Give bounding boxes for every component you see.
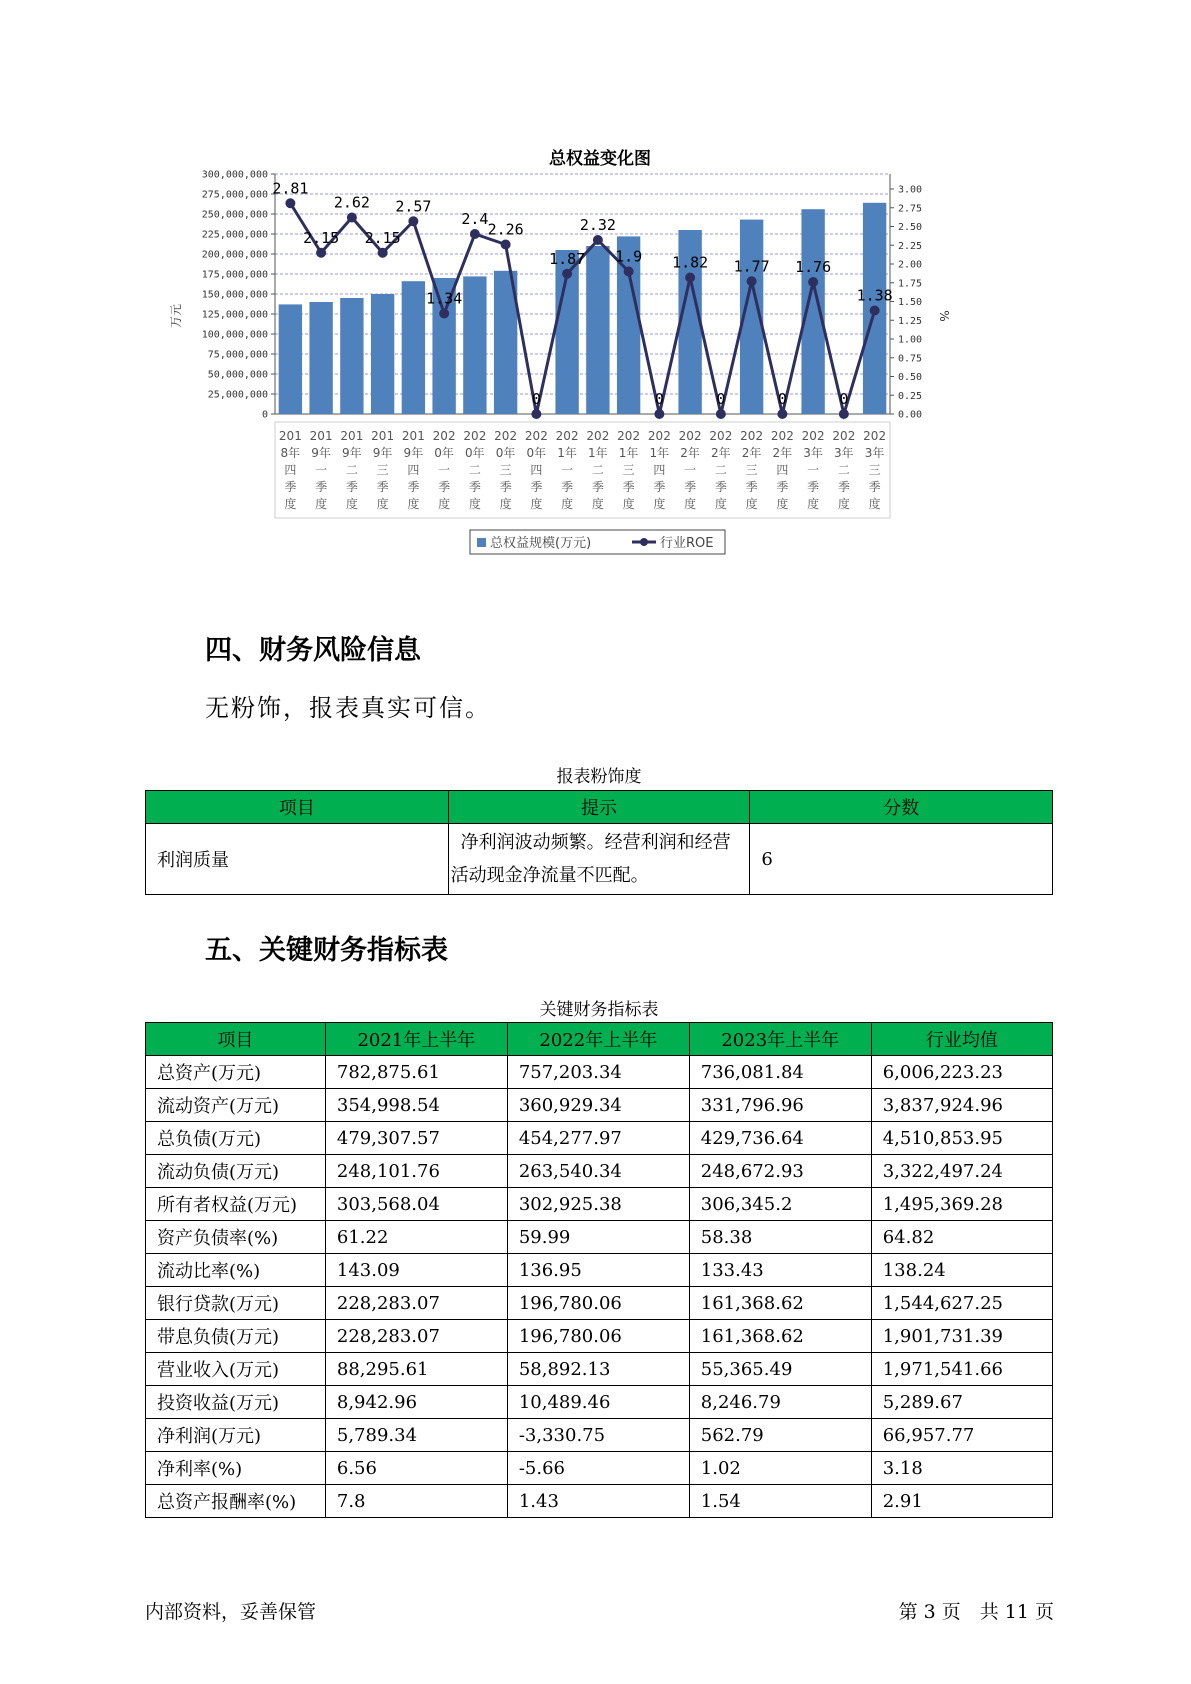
x-tick-label: 二	[591, 463, 604, 477]
roe-data-label: 2.4	[461, 210, 489, 228]
roe-point	[562, 269, 572, 279]
roe-data-label: 2.62	[333, 193, 370, 212]
section4-text: 无粉饰，报表真实可信。	[205, 694, 491, 722]
x-tick-label: 一	[438, 463, 451, 477]
x-tick-label: 9年	[372, 446, 393, 460]
x-tick-label: 202	[586, 429, 610, 443]
equity-bar	[463, 276, 486, 414]
right-tick-label: 2.00	[898, 259, 923, 271]
x-tick-label: 1年	[588, 446, 608, 460]
value-2021: 8,942.96	[325, 1386, 507, 1419]
left-tick-label: 0	[261, 409, 268, 421]
right-tick-label: 3.00	[898, 184, 923, 196]
x-tick-label: 二	[714, 463, 727, 477]
roe-point	[624, 267, 634, 277]
risk-table-caption: 报表粉饰度	[556, 767, 642, 787]
x-tick-label: 度	[561, 497, 574, 511]
value-2022: 360,929.34	[507, 1089, 689, 1122]
x-tick-label: 度	[530, 497, 543, 511]
indicator-table-caption: 关键财务指标表	[539, 1000, 659, 1020]
x-tick-label: 202	[678, 429, 702, 443]
roe-data-label: 0	[839, 390, 849, 408]
value-2022: 59.99	[507, 1221, 689, 1254]
value-2023: 331,796.96	[689, 1089, 871, 1122]
legend-label-roe: 行业ROE	[660, 536, 714, 551]
value-2023: 429,736.64	[689, 1122, 871, 1155]
x-tick-label: 度	[684, 497, 697, 511]
value-2022: 136.95	[507, 1254, 689, 1287]
x-tick-label: 度	[837, 497, 850, 511]
x-tick-label: 一	[561, 463, 574, 477]
x-tick-label: 季	[561, 480, 574, 494]
table-row	[146, 1353, 1053, 1386]
roe-data-label: 2.32	[579, 216, 616, 234]
value-industry-avg: 3.18	[871, 1452, 1052, 1485]
right-tick-label: 2.75	[898, 203, 923, 215]
x-tick-label: 度	[622, 497, 635, 511]
roe-data-label: 2.57	[395, 197, 432, 216]
left-tick-label: 200,000,000	[201, 249, 268, 261]
roe-point	[593, 235, 603, 245]
row-label: 带息负债(万元)	[146, 1320, 326, 1353]
value-2021: 7.8	[325, 1485, 507, 1518]
value-2021: 248,101.76	[325, 1155, 507, 1188]
row-label: 资产负债率(%)	[146, 1221, 326, 1254]
value-2021: 354,998.54	[325, 1089, 507, 1122]
x-tick-label: 四	[407, 463, 420, 477]
header-industry-avg: 行业均值	[871, 1023, 1052, 1056]
row-label: 总负债(万元)	[146, 1122, 326, 1155]
section5-heading: 五、关键财务指标表	[205, 935, 448, 966]
x-tick-label: 三	[868, 463, 881, 477]
roe-point	[439, 309, 449, 319]
value-industry-avg: 138.24	[871, 1254, 1052, 1287]
header-score: 分数	[750, 791, 1053, 824]
x-tick-label: 202	[740, 429, 764, 443]
value-2023: 58.38	[689, 1221, 871, 1254]
x-tick-label: 202	[647, 429, 671, 443]
value-2023: 248,672.93	[689, 1155, 871, 1188]
x-tick-label: 度	[807, 497, 820, 511]
value-industry-avg: 6,006,223.23	[871, 1056, 1052, 1089]
x-tick-label: 度	[468, 497, 481, 511]
x-tick-label: 一	[684, 463, 697, 477]
roe-point	[285, 198, 295, 208]
value-industry-avg: 64.82	[871, 1221, 1052, 1254]
right-tick-label: 0.50	[898, 372, 923, 383]
roe-point	[347, 213, 357, 223]
value-industry-avg: 1,901,731.39	[871, 1320, 1052, 1353]
value-industry-avg: 3,322,497.24	[871, 1155, 1052, 1188]
x-tick-label: 1年	[618, 446, 639, 460]
header-hint: 提示	[448, 791, 750, 824]
risk-table-header	[146, 791, 1053, 824]
left-tick-label: 25,000,000	[207, 389, 268, 401]
right-tick-label: 0.75	[898, 353, 923, 365]
left-tick-label: 125,000,000	[201, 309, 268, 321]
x-tick-label: 二	[468, 463, 481, 477]
x-tick-label: 季	[745, 480, 758, 494]
indicator-table	[145, 1022, 1053, 1518]
equity-bar	[279, 304, 302, 414]
roe-point	[870, 306, 880, 316]
x-tick-label: 9年	[403, 446, 424, 460]
x-tick-label: 度	[345, 497, 358, 511]
risk-item: 利润质量	[146, 824, 449, 895]
value-2021: 228,283.07	[325, 1287, 507, 1320]
right-tick-label: 2.25	[898, 240, 923, 252]
value-2022: 196,780.06	[507, 1320, 689, 1353]
x-tick-label: 201	[309, 429, 333, 443]
roe-data-label: 1.77	[733, 257, 770, 276]
x-tick-label: 9年	[342, 446, 362, 460]
table-row	[146, 1287, 1053, 1320]
roe-data-label: 1.87	[549, 249, 586, 268]
value-2021: 479,307.57	[325, 1122, 507, 1155]
x-tick-label: 三	[745, 463, 758, 477]
chart-title: 总权益变化图	[549, 149, 651, 169]
roe-point	[654, 409, 664, 419]
value-2022: 454,277.97	[507, 1122, 689, 1155]
x-tick-label: 3年	[834, 446, 854, 460]
row-label: 银行贷款(万元)	[146, 1287, 326, 1320]
left-tick-label: 50,000,000	[207, 369, 268, 381]
x-tick-label: 202	[617, 429, 641, 443]
category-box	[275, 422, 890, 518]
x-tick-label: 季	[499, 480, 512, 494]
x-tick-label: 四	[530, 463, 543, 477]
legend-marker-roe	[640, 538, 648, 546]
x-tick-label: 201	[278, 429, 302, 443]
risk-hint: 净利润波动频繁。经营利润和经营活动现金净流量不匹配。	[448, 824, 750, 895]
equity-bar	[586, 246, 609, 414]
x-tick-label: 0年	[495, 446, 516, 460]
equity-bar	[371, 294, 394, 414]
roe-data-label: 1.9	[615, 247, 643, 266]
value-2022: -5.66	[507, 1452, 689, 1485]
roe-data-label: 0	[777, 390, 787, 408]
x-tick-label: 季	[438, 480, 451, 494]
x-tick-label: 季	[591, 480, 604, 494]
x-tick-label: 三	[622, 463, 635, 477]
right-tick-label: 1.75	[898, 278, 923, 290]
roe-data-label: 1.38	[856, 286, 893, 305]
table-row	[146, 1122, 1053, 1155]
table-row	[146, 1452, 1053, 1485]
x-tick-label: 202	[432, 429, 456, 443]
x-tick-label: 2年	[741, 446, 762, 460]
value-industry-avg: 66,957.77	[871, 1419, 1052, 1452]
x-tick-label: 202	[801, 429, 825, 443]
value-2022: 10,489.46	[507, 1386, 689, 1419]
x-tick-label: 季	[776, 480, 789, 494]
roe-data-label: 2.15	[364, 228, 401, 247]
left-tick-label: 100,000,000	[201, 329, 268, 341]
x-tick-label: 季	[714, 480, 727, 494]
x-tick-label: 度	[499, 497, 512, 511]
x-tick-label: 0年	[526, 446, 547, 460]
right-tick-label: 0.00	[898, 409, 923, 421]
row-label: 净利率(%)	[146, 1452, 326, 1485]
left-tick-label: 275,000,000	[201, 189, 268, 201]
roe-point	[747, 276, 757, 286]
x-tick-label: 2年	[772, 446, 793, 460]
row-label: 流动资产(万元)	[146, 1089, 326, 1122]
right-tick-label: 1.00	[898, 334, 923, 346]
x-tick-label: 202	[832, 429, 856, 443]
roe-point	[531, 409, 541, 419]
right-tick-label: 0.25	[898, 390, 923, 402]
left-tick-label: 300,000,000	[201, 169, 268, 181]
x-tick-label: 2年	[680, 446, 700, 460]
x-tick-label: 季	[684, 480, 697, 494]
value-2022: -3,330.75	[507, 1419, 689, 1452]
legend-swatch-equity	[477, 538, 486, 547]
header-2021: 2021年上半年	[325, 1023, 507, 1056]
left-tick-label: 150,000,000	[201, 289, 268, 301]
roe-point	[777, 409, 787, 419]
roe-point	[685, 273, 695, 283]
x-tick-label: 季	[530, 480, 543, 494]
value-2023: 55,365.49	[689, 1353, 871, 1386]
table-row	[146, 1485, 1053, 1518]
x-tick-label: 度	[315, 497, 328, 511]
right-tick-label: 1.25	[898, 315, 923, 327]
row-label: 营业收入(万元)	[146, 1353, 326, 1386]
value-2022: 302,925.38	[507, 1188, 689, 1221]
x-tick-label: 度	[714, 497, 727, 511]
x-tick-label: 四	[653, 463, 666, 477]
x-tick-label: 度	[776, 497, 789, 511]
x-tick-label: 一	[315, 463, 328, 477]
value-2023: 161,368.62	[689, 1320, 871, 1353]
left-axis-label: 万元	[170, 303, 183, 329]
value-2023: 562.79	[689, 1419, 871, 1452]
table-row	[146, 1320, 1053, 1353]
x-tick-label: 3年	[864, 446, 885, 460]
roe-point	[501, 240, 511, 250]
x-tick-label: 度	[745, 497, 758, 511]
indicator-table-header	[146, 1023, 1053, 1056]
roe-data-label: 0	[654, 390, 664, 408]
row-label: 流动负债(万元)	[146, 1155, 326, 1188]
value-2021: 782,875.61	[325, 1056, 507, 1089]
value-2021: 5,789.34	[325, 1419, 507, 1452]
left-tick-label: 250,000,000	[201, 209, 268, 221]
x-tick-label: 2年	[711, 446, 731, 460]
value-2021: 228,283.07	[325, 1320, 507, 1353]
table-row	[146, 1419, 1053, 1452]
x-tick-label: 202	[494, 429, 518, 443]
right-axis-label: %	[937, 310, 951, 322]
x-tick-label: 度	[868, 497, 881, 511]
roe-data-label: 1.76	[795, 258, 832, 276]
x-tick-label: 1年	[649, 446, 670, 460]
value-industry-avg: 2.91	[871, 1485, 1052, 1518]
roe-data-label: 0	[531, 390, 541, 408]
equity-chart	[170, 138, 1030, 598]
value-2022: 58,892.13	[507, 1353, 689, 1386]
value-2022: 1.43	[507, 1485, 689, 1518]
x-tick-label: 0年	[465, 446, 485, 460]
x-tick-label: 度	[376, 497, 389, 511]
x-tick-label: 202	[555, 429, 579, 443]
x-tick-label: 9年	[311, 446, 331, 460]
x-tick-label: 季	[837, 480, 850, 494]
x-tick-label: 度	[407, 497, 420, 511]
value-2023: 736,081.84	[689, 1056, 871, 1089]
x-tick-label: 二	[837, 463, 850, 477]
header-2023: 2023年上半年	[689, 1023, 871, 1056]
value-industry-avg: 1,495,369.28	[871, 1188, 1052, 1221]
value-industry-avg: 1,971,541.66	[871, 1353, 1052, 1386]
right-tick-label: 2.50	[898, 222, 923, 233]
x-tick-label: 202	[863, 429, 887, 443]
x-tick-label: 四	[284, 463, 297, 477]
row-label: 流动比率(%)	[146, 1254, 326, 1287]
value-2023: 8,246.79	[689, 1386, 871, 1419]
value-2023: 1.54	[689, 1485, 871, 1518]
equity-bar	[309, 302, 332, 414]
roe-point	[808, 277, 818, 287]
table-row	[146, 1155, 1053, 1188]
equity-bar	[402, 281, 425, 414]
x-tick-label: 一	[807, 463, 820, 477]
x-tick-label: 季	[315, 480, 328, 494]
roe-point	[378, 248, 388, 258]
roe-point	[470, 229, 480, 239]
left-tick-label: 75,000,000	[207, 349, 268, 361]
x-tick-label: 季	[376, 480, 389, 494]
x-tick-label: 0年	[434, 446, 454, 460]
value-2021: 88,295.61	[325, 1353, 507, 1386]
table-row	[146, 824, 1053, 895]
roe-data-label: 1.82	[672, 253, 709, 272]
table-row	[146, 1386, 1053, 1419]
table-row	[146, 1188, 1053, 1221]
x-tick-label: 度	[438, 497, 451, 511]
value-2022: 196,780.06	[507, 1287, 689, 1320]
roe-data-label: 2.26	[487, 220, 524, 239]
value-2023: 306,345.2	[689, 1188, 871, 1221]
x-tick-label: 201	[340, 429, 364, 443]
row-label: 净利润(万元)	[146, 1419, 326, 1452]
right-tick-label: 1.50	[898, 297, 923, 308]
x-tick-label: 8年	[280, 446, 301, 460]
value-2021: 303,568.04	[325, 1188, 507, 1221]
roe-data-label: 2.81	[272, 179, 309, 198]
value-industry-avg: 3,837,924.96	[871, 1089, 1052, 1122]
value-industry-avg: 1,544,627.25	[871, 1287, 1052, 1320]
x-tick-label: 二	[345, 463, 358, 477]
value-2022: 757,203.34	[507, 1056, 689, 1089]
row-label: 投资收益(万元)	[146, 1386, 326, 1419]
x-tick-label: 202	[463, 429, 487, 443]
value-2021: 143.09	[325, 1254, 507, 1287]
x-tick-label: 季	[622, 480, 635, 494]
chart-svg	[170, 138, 1030, 598]
roe-point	[316, 248, 326, 258]
x-tick-label: 度	[284, 497, 297, 511]
x-tick-label: 度	[653, 497, 666, 511]
footer-confidential: 内部资料，妥善保管	[145, 1601, 317, 1623]
value-2022: 263,540.34	[507, 1155, 689, 1188]
x-tick-label: 季	[653, 480, 666, 494]
value-2023: 1.02	[689, 1452, 871, 1485]
value-2021: 6.56	[325, 1452, 507, 1485]
value-industry-avg: 5,289.67	[871, 1386, 1052, 1419]
value-2023: 133.43	[689, 1254, 871, 1287]
left-tick-label: 225,000,000	[201, 229, 268, 241]
x-tick-label: 三	[376, 463, 389, 477]
roe-data-label: 2.15	[303, 228, 340, 247]
header-item: 项目	[146, 791, 449, 824]
table-row	[146, 1089, 1053, 1122]
x-tick-label: 季	[468, 480, 481, 494]
row-label: 所有者权益(万元)	[146, 1188, 326, 1221]
header-2022: 2022年上半年	[507, 1023, 689, 1056]
x-tick-label: 季	[284, 480, 297, 494]
table-row	[146, 1221, 1053, 1254]
risk-score: 6	[750, 824, 1053, 895]
row-label: 总资产(万元)	[146, 1056, 326, 1089]
roe-data-label: 0	[716, 390, 726, 408]
x-tick-label: 季	[807, 480, 820, 494]
x-tick-label: 季	[345, 480, 358, 494]
value-2023: 161,368.62	[689, 1287, 871, 1320]
left-tick-label: 175,000,000	[201, 269, 268, 281]
x-tick-label: 201	[371, 429, 395, 443]
table-row	[146, 1056, 1053, 1089]
x-tick-label: 季	[868, 480, 881, 494]
x-tick-label: 1年	[557, 446, 577, 460]
x-tick-label: 3年	[803, 446, 823, 460]
equity-bar	[340, 298, 363, 414]
x-tick-label: 度	[591, 497, 604, 511]
x-tick-label: 四	[776, 463, 789, 477]
legend-label-equity: 总权益规模(万元)	[490, 536, 592, 551]
x-tick-label: 202	[770, 429, 794, 443]
value-industry-avg: 4,510,853.95	[871, 1122, 1052, 1155]
header-item: 项目	[146, 1023, 326, 1056]
roe-point	[839, 409, 849, 419]
footer-page-number: 第 3 页 共 11 页	[898, 1601, 1054, 1623]
x-tick-label: 季	[407, 480, 420, 494]
x-tick-label: 202	[709, 429, 733, 443]
section4-heading: 四、财务风险信息	[205, 635, 421, 666]
table-row	[146, 1254, 1053, 1287]
x-tick-label: 202	[524, 429, 548, 443]
x-tick-label: 三	[499, 463, 512, 477]
x-tick-label: 201	[401, 429, 425, 443]
row-label: 总资产报酬率(%)	[146, 1485, 326, 1518]
value-2021: 61.22	[325, 1221, 507, 1254]
roe-point	[716, 409, 726, 419]
roe-data-label: 1.34	[426, 289, 463, 308]
roe-point	[408, 216, 418, 226]
risk-table	[145, 790, 1053, 895]
